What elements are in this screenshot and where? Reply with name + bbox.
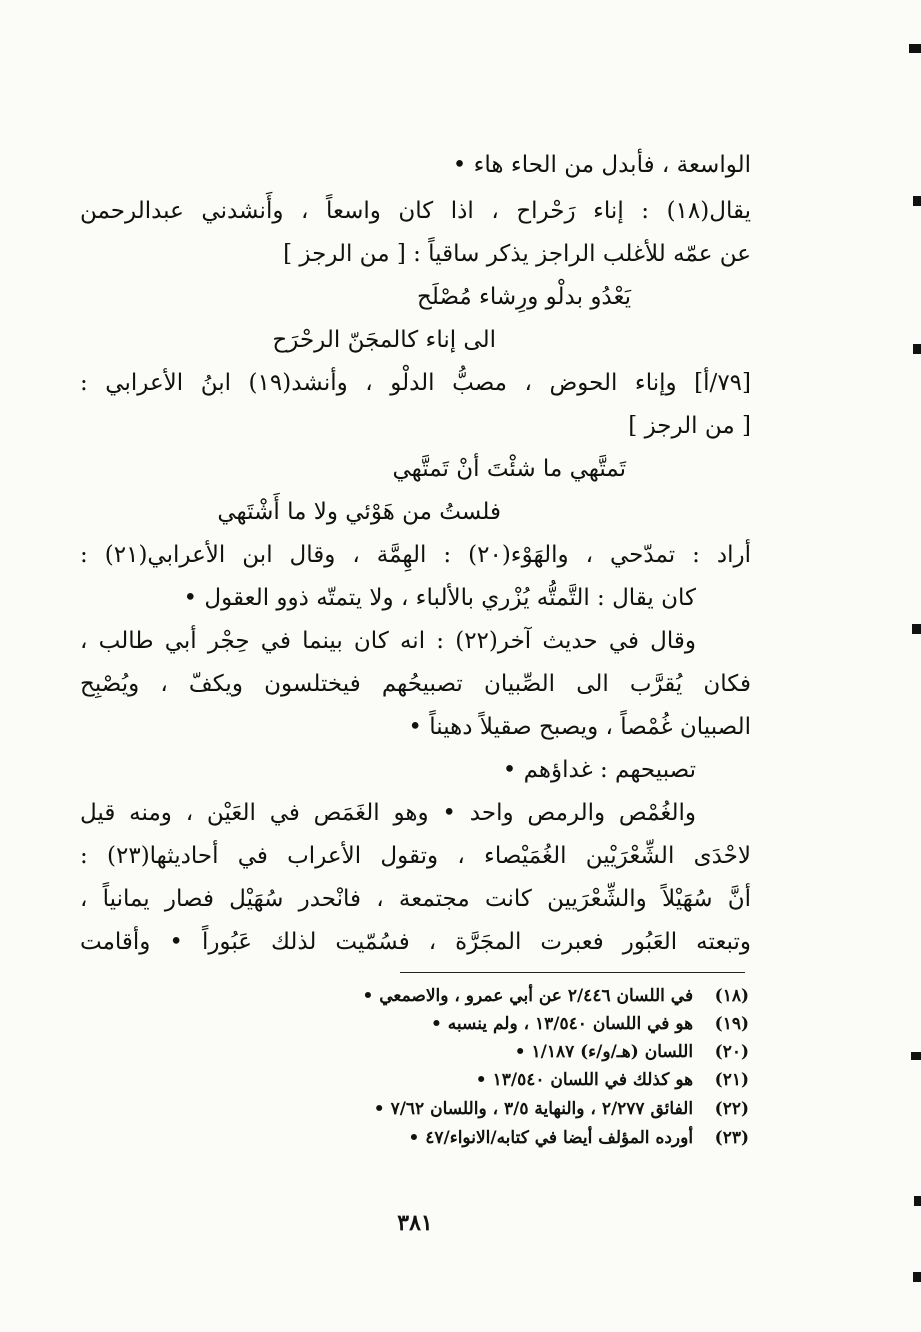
footnote-18	[362, 984, 749, 1008]
text-line-8: وقال في حديث آخر(٢٢) : انه كان بينما في حِجْر أبي طالب ،	[80, 628, 697, 654]
footnote-number: (٢٠)	[714, 1042, 749, 1062]
scan-mark	[913, 1272, 921, 1282]
text-line-3: عن عمّه للأغلب الراجز يذكر ساقياً : [ من الرجز ]	[283, 241, 751, 267]
footnote-22	[374, 1097, 749, 1121]
footnote-separator	[400, 972, 745, 973]
text-line-6: أراد : تمدّحي ، والهَوْء(٢٠) : الهِمَّة ، وقال ابن الأعرابي(٢١) :	[80, 542, 751, 568]
text-line-10: الصبيان غُمْصاً ، ويصبح صقيلاً دهيناً •	[408, 714, 751, 740]
verse-line-2: الى إناء كالمجَنّ الرحْرَح	[272, 327, 496, 353]
scan-mark	[913, 344, 921, 354]
footnote-number: (٢١)	[714, 1070, 749, 1090]
scan-mark	[914, 1196, 921, 1206]
footnote-number: (٢٣)	[714, 1128, 749, 1148]
footnote-text: في اللسان ٢/٤٤٦ عن أبي عمرو ، والاصمعي •	[362, 986, 694, 1006]
footnote-21	[476, 1068, 749, 1092]
verse-line-4: فلستُ من هَوْئي ولا ما أَشْتَهي	[217, 499, 501, 525]
text-line-1: الواسعة ، فأبدل من الحاء هاء •	[452, 152, 751, 178]
footnote-text: الفائق ٢/٢٧٧ ، والنهاية ٣/٥ ، واللسان ٧/٦٢ •	[373, 1099, 694, 1119]
verse-line-3: تَمتَّهي ما شئْتَ أنْ تَمتَّهي	[392, 456, 626, 482]
text-line-12: والغُمْص والرمص واحد • وهو الغَمَص في العَيْن ، ومنه قيل	[80, 800, 696, 826]
footnote-text: اللسان (هـ/و/ء) ١/١٨٧ •	[514, 1042, 694, 1062]
text-line-4: [٧٩/أ] وإناء الحوض ، مصبُّ الدلْو ، وأنشد(١٩) ابنُ الأعرابي :	[80, 370, 752, 396]
text-line-2: يقال(١٨) : إناء رَحْراح ، اذا كان واسعاً ، وأَنشدني عبدالرحمن	[80, 198, 751, 224]
text-line-9: فكان يُقرَّب الى الصِّبيان تصبيحُهم فيختلسون ويكفّ ، ويُصْبِح	[80, 671, 751, 697]
text-line-15: وتبعته العَبُور فعبرت المجَرَّة ، فسُمّيت لذلك عَبُوراً • وأقامت	[80, 929, 751, 955]
scan-mark	[913, 196, 921, 206]
footnote-number: (١٨)	[714, 986, 749, 1006]
text-line-7: كان يقال : التَّمتُّه يُزْري بالألباء ، ولا يتمتّه ذوو العقول •	[183, 585, 696, 611]
verse-line-1: يَعْدُو بدلْو ورِشاء مُصْلَح	[416, 284, 631, 310]
footnote-text: أورده المؤلف أيضا في كتابه/الانواء/٤٧ •	[408, 1128, 694, 1148]
scan-mark	[912, 624, 921, 634]
footnote-20	[515, 1040, 749, 1064]
text-line-11: تصبيحهم : غداؤهم •	[502, 757, 696, 783]
footnote-text: هو في اللسان ١٣/٥٤٠ ، ولم ينسبه •	[431, 1014, 694, 1034]
text-line-5: [ من الرجز ]	[628, 413, 751, 439]
scan-mark	[909, 44, 921, 53]
footnote-number: (١٩)	[714, 1014, 749, 1034]
footnote-text: هو كذلك في اللسان ١٣/٥٤٠ •	[475, 1070, 694, 1090]
text-line-13: لاحْدَى الشِّعْرَيْين الغُمَيْصاء ، وتقول الأعراب في أحاديثها(٢٣) :	[80, 843, 751, 869]
page-number: ٣٨١	[397, 1210, 433, 1236]
footnote-19	[431, 1012, 749, 1036]
footnote-23	[408, 1126, 749, 1150]
text-line-14: أنَّ سُهَيْلاً والشِّعْرَيين كانت مجتمعة ، فانْحدر سُهَيْل فصار يمانياً ،	[80, 886, 751, 912]
scan-mark	[911, 1052, 921, 1060]
footnote-number: (٢٢)	[714, 1099, 749, 1119]
